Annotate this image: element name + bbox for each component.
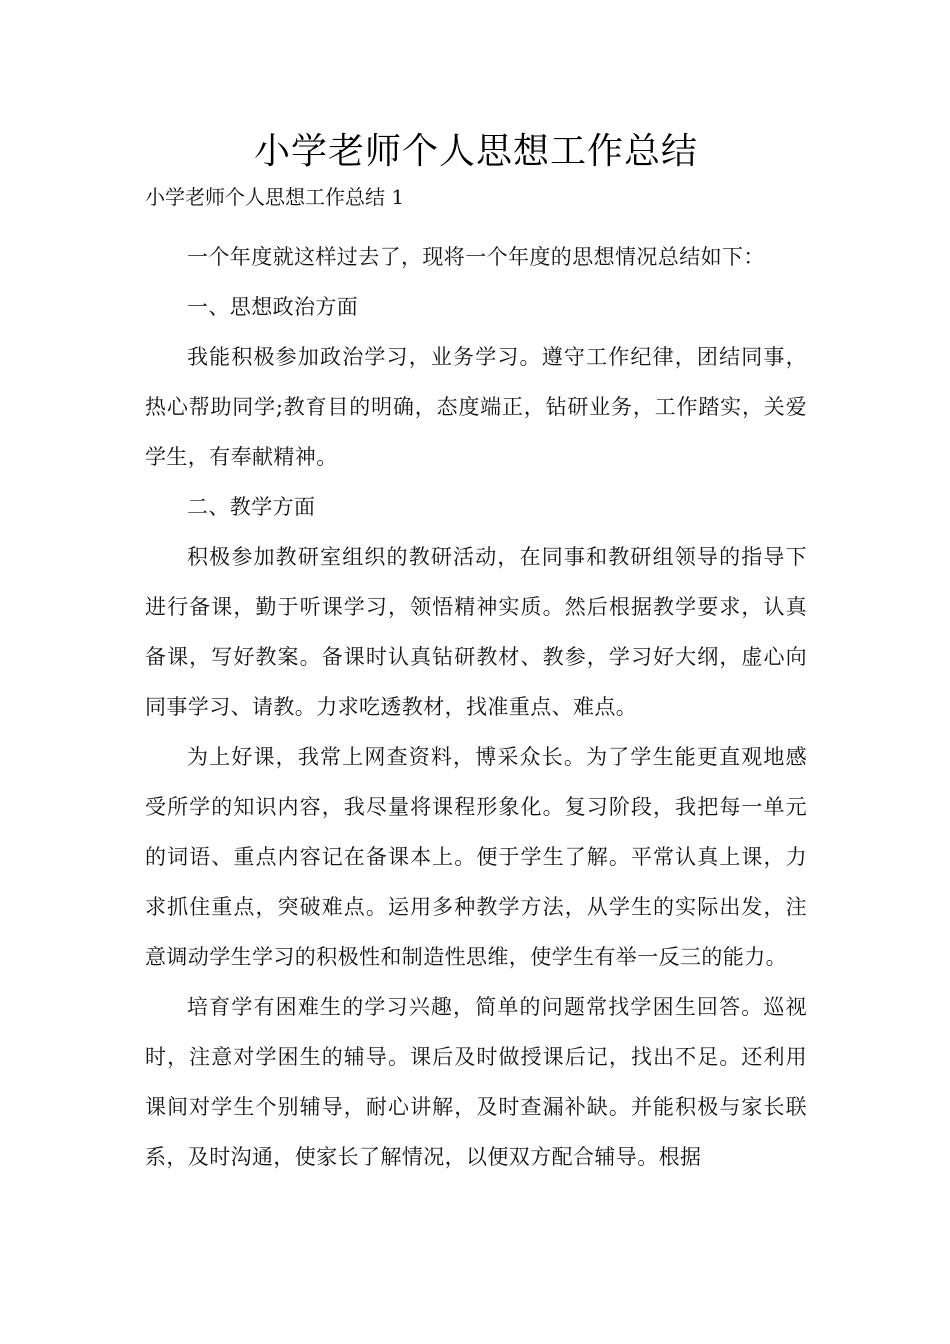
section-subtitle: 小学老师个人思想工作总结 1 [145,185,405,209]
body-paragraph: 积极参加教研室组织的教研活动，在同事和教研组领导的指导下进行备课，勤于听课学习，领悟精神实质。然后根据教学要求，认真备课，写好教案。备课时认真钻研教材、教参，学习好大纲，虚心向同事学习、请教。力求吃透教材，找准重点、难点。 [145,545,807,719]
intro-paragraph: 一个年度就这样过去了，现将一个年度的思想情况总结如下： [187,245,765,269]
document-page [145,128,807,1182]
document-title: 小学老师个人思想工作总结 [253,131,698,172]
body-paragraph: 为上好课，我常上网查资料，博采众长。为了学生能更直观地感受所学的知识内容，我尽量将课程形象化。复习阶段，我把每一单元的词语、重点内容记在备课本上。便于学生了解。平常认真上课，力求抓住重点，突破难点。运用多种教学方法，从学生的实际出发，注意调动学生学习的积极性和制造性思维，使学生有举一反三的能力。 [145,745,807,969]
section-heading-teaching: 二、教学方面 [187,495,316,519]
body-paragraph: 培育学有困难生的学习兴趣，简单的问题常找学困生回答。巡视时，注意对学困生的辅导。课后及时做授课后记，找出不足。还利用课间对学生个别辅导，耐心讲解，及时查漏补缺。并能积极与家长联系，及时沟通，使家长了解情况，以便双方配合辅导。根据 [145,995,807,1169]
section-heading-ideology-politics: 一、思想政治方面 [187,295,359,319]
body-paragraph: 我能积极参加政治学习，业务学习。遵守工作纪律，团结同事，热心帮助同学;教育目的明确，态度端正，钻研业务，工作踏实，关爱学生，有奉献精神。 [145,345,807,469]
